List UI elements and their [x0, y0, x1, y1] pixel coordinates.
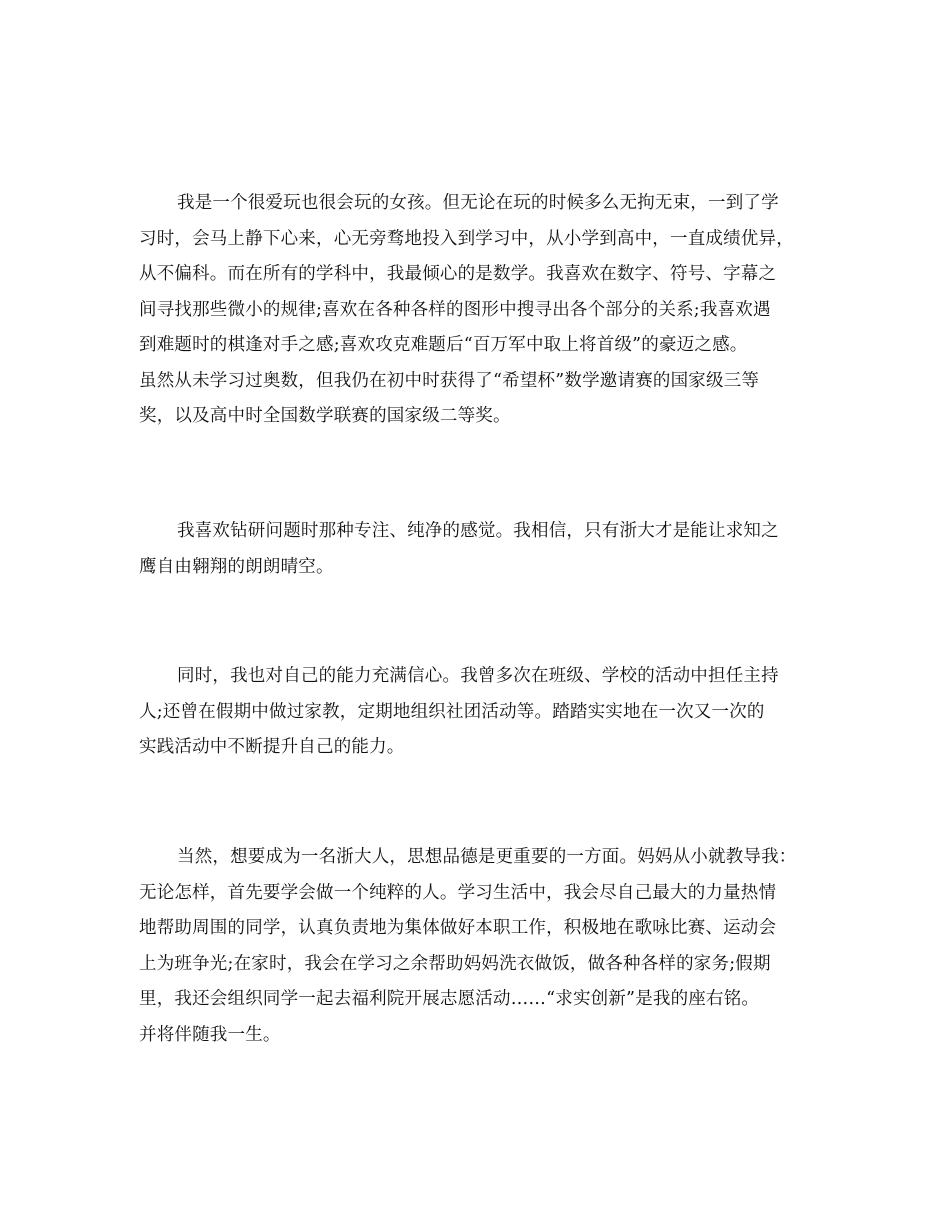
paragraph-line: 当然，想要成为一名浙大人，思想品德是更重要的一方面。妈妈从小就教导我：: [177, 847, 797, 867]
paragraph-line: 我是一个很爱玩也很会玩的女孩。但无论在玩的时候多么无拘无束，一到了学: [177, 193, 779, 213]
paragraph-interests: [139, 186, 819, 435]
paragraph-line: 地帮助周围的同学，认真负责地为集体做好本职工作，积极地在歌咏比赛、运动会: [139, 918, 777, 938]
paragraph-line: 实践活动中不断提升自己的能力。: [139, 737, 405, 757]
paragraph-line: 同时，我也对自己的能力充满信心。我曾多次在班级、学校的活动中担任主持: [177, 666, 779, 686]
paragraph-character: [139, 840, 819, 1053]
paragraph-line: 到难题时的棋逢对手之感;喜欢攻克难题后“百万军中取上将首级”的豪迈之感。: [139, 335, 748, 355]
paragraph-line: 间寻找那些微小的规律;喜欢在各种各样的图形中搜寻出各个部分的关系;我喜欢遇: [139, 299, 771, 320]
paragraph-line: 里，我还会组织同学一起去福利院开展志愿活动……“求实创新”是我的座右铭。: [139, 989, 760, 1009]
paragraph-line: 从不偏科。而在所有的学科中，我最倾心的是数学。我喜欢在数字、符号、字幕之: [139, 264, 777, 284]
paragraph-line: 上为班争光;在家时，我会在学习之余帮助妈妈洗衣做饭，做各种各样的家务;假期: [139, 953, 771, 974]
paragraph-line: 我喜欢钻研问题时那种专注、纯净的感觉。我相信，只有浙大才是能让求知之: [177, 521, 779, 541]
paragraph-line: 奖，以及高中时全国数学联赛的国家级二等奖。: [139, 406, 511, 426]
paragraph-line: 并将伴随我一生。: [139, 1024, 281, 1045]
paragraph-abilities: [139, 659, 819, 766]
paragraph-aspiration: [139, 514, 819, 585]
paragraph-line: 鹰自由翱翔的朗朗晴空。: [139, 556, 334, 577]
paragraph-line: 习时，会马上静下心来，心无旁骛地投入到学习中，从小学到高中，一直成绩优异，: [139, 228, 794, 249]
paragraph-line: 人;还曾在假期中做过家教，定期地组织社团活动等。踏踏实实地在一次又一次的: [139, 701, 765, 722]
paragraph-line: 无论怎样，首先要学会做一个纯粹的人。学习生活中，我会尽自己最大的力量热情: [139, 882, 777, 903]
paragraph-line: 虽然从未学习过奥数，但我仍在初中时获得了“希望杯”数学邀请赛的国家级三等: [139, 370, 760, 391]
